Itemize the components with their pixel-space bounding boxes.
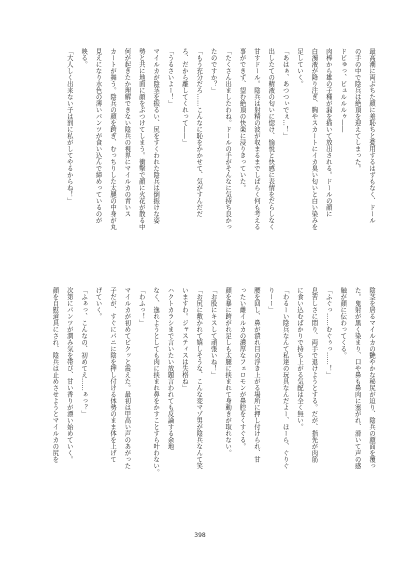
- text-line: ったい雌イルカの濃厚なフェロモンが鼻腔をくすぐる。: [238, 287, 246, 450]
- text-line: カートが舞う。陰兵の顔を跨ぎ、むっちりした太腿の中身が丸: [108, 48, 116, 230]
- text-line: 次第にパンツが潤み気を帯び、甘い香りが漂い始めていく。: [65, 287, 73, 463]
- text-line: ドビゅっ、ビュルルルゥ――: [339, 48, 347, 133]
- text-line: いますわ。ジャスティスは失格ね」: [180, 287, 188, 391]
- text-line: 「もう充分だろ……こんなに恥をかかせて、気がすんだだ: [195, 48, 203, 217]
- text-line: マイルカが初めてビクッと震えた。最初は甲高い声のあがった: [123, 287, 131, 469]
- text-line: に食い込むばかりで持ち上がる気配は全く無い。: [296, 287, 304, 430]
- text-line: 腰を回し、鼻が潰れ目の浮き上がる場所に押し付けられ、甘: [252, 287, 260, 463]
- text-line: りーー」: [267, 287, 275, 313]
- text-column-bottom: [26, 287, 378, 513]
- text-line: 「お尻に敷かれて嬉しそうな、こんな変マゾ男が陰兵なんて笑: [195, 287, 203, 469]
- text-line: 顔を自慰道具にされ、陰兵は止めさせようとマイルカの尻を: [51, 287, 59, 463]
- text-line: 出したての精液の匂いに惚け、愉悦と快感に表情をだらしなく: [267, 48, 275, 230]
- text-line: 子だが、すぐにパニに陰を押し付ける体勢のまま体を上げて: [108, 287, 116, 463]
- page-number: 398: [194, 532, 206, 539]
- text-line: 「ふぐっ……むぐぅっ……！」: [324, 287, 332, 378]
- text-line: げていく。: [94, 287, 102, 320]
- text-line: 「ふぁっ、こんなの、初めてえ……ぁっ？」: [80, 287, 88, 417]
- text-line: たのですか？」: [209, 48, 217, 94]
- text-line: た。鬼射が黒く染まり、口や鼻も鼻肉に塞がれ、滑いて声の感: [353, 287, 361, 469]
- text-line: 白濁液が降り注ぎ、胸やスカートにイカ臭い匂いと白い染みを: [310, 48, 318, 230]
- text-line: 最高潮に両ぶちた顔に羞恥ちと憂用するはずもなく、ドール: [368, 48, 375, 224]
- text-line: 「うるさいよー！」: [166, 48, 174, 107]
- text-line: ハクトカラシまで言いたい放題言われても反論する余地: [166, 287, 174, 450]
- text-line: なく、逸れようとしても肉に挟まれ鼻をかすことすら叶わない。: [152, 287, 160, 476]
- text-line: マイルカが陰茎を振るい、尻をすくわれた陰兵は倒振けな姿: [152, 48, 160, 224]
- text-line: 「あはぁ、あつつぃでぇ…！」: [281, 48, 289, 139]
- text-line: 事ができず、望む絶頂の快楽に浸りきっていた。: [238, 48, 246, 191]
- text-line: 陰茎を居るマイルカの艶やかな秘尻が迫り、陰兵の顔面を覆っ: [368, 287, 375, 469]
- text-line: 映る。: [80, 48, 88, 68]
- text-line: 息苦しさに悶り、両手で退けようとする。だが、指先が肉筋: [310, 287, 318, 463]
- text-line: 甘すドール。陰兵は射精の波が収まるまでしばらく何も考える: [252, 48, 260, 230]
- text-line: 何が起きたか理解できない陰兵の視界にマイルカの青いス: [123, 48, 131, 217]
- text-line: 見えになり水色の薄いパンツが食い込んで締めっているのが: [94, 48, 102, 224]
- text-line: 肉棒から雄の子種が漏を描いて放出される。ドールの顔に: [324, 48, 332, 217]
- text-line: の手の中で陰兵は絶頂を迎えてしまった。: [353, 48, 361, 172]
- text-line: 「お股にキスして頑張いね！」: [209, 287, 217, 378]
- text-line: 顔を暴に跨がれ足しも太腿に挟まれて身動きが取れない。: [224, 287, 232, 456]
- text-line: 「大人しく出来ない子は罰に私がしてやるからね！」: [65, 48, 73, 204]
- text-line: 足していく。: [296, 48, 304, 87]
- text-line: 触が顔に伝わってくる。: [339, 287, 347, 359]
- text-line: 勢と共に地面に顔をぶつけてしまう。衝撃で顔に火花が散る中: [137, 48, 145, 230]
- text-line: 「わふっ！」: [137, 287, 145, 326]
- text-line: 「わるーい陰兵なんて私達の玩具なんだよー、ほーら、ぐりぐ: [281, 287, 289, 469]
- text-column-top: [26, 48, 378, 280]
- text-line: 「たくさん出ましたわね。ドールの手がそんなに気持ち良かっ: [224, 48, 232, 230]
- text-line: ろ、だから離してくれって――」: [180, 48, 188, 146]
